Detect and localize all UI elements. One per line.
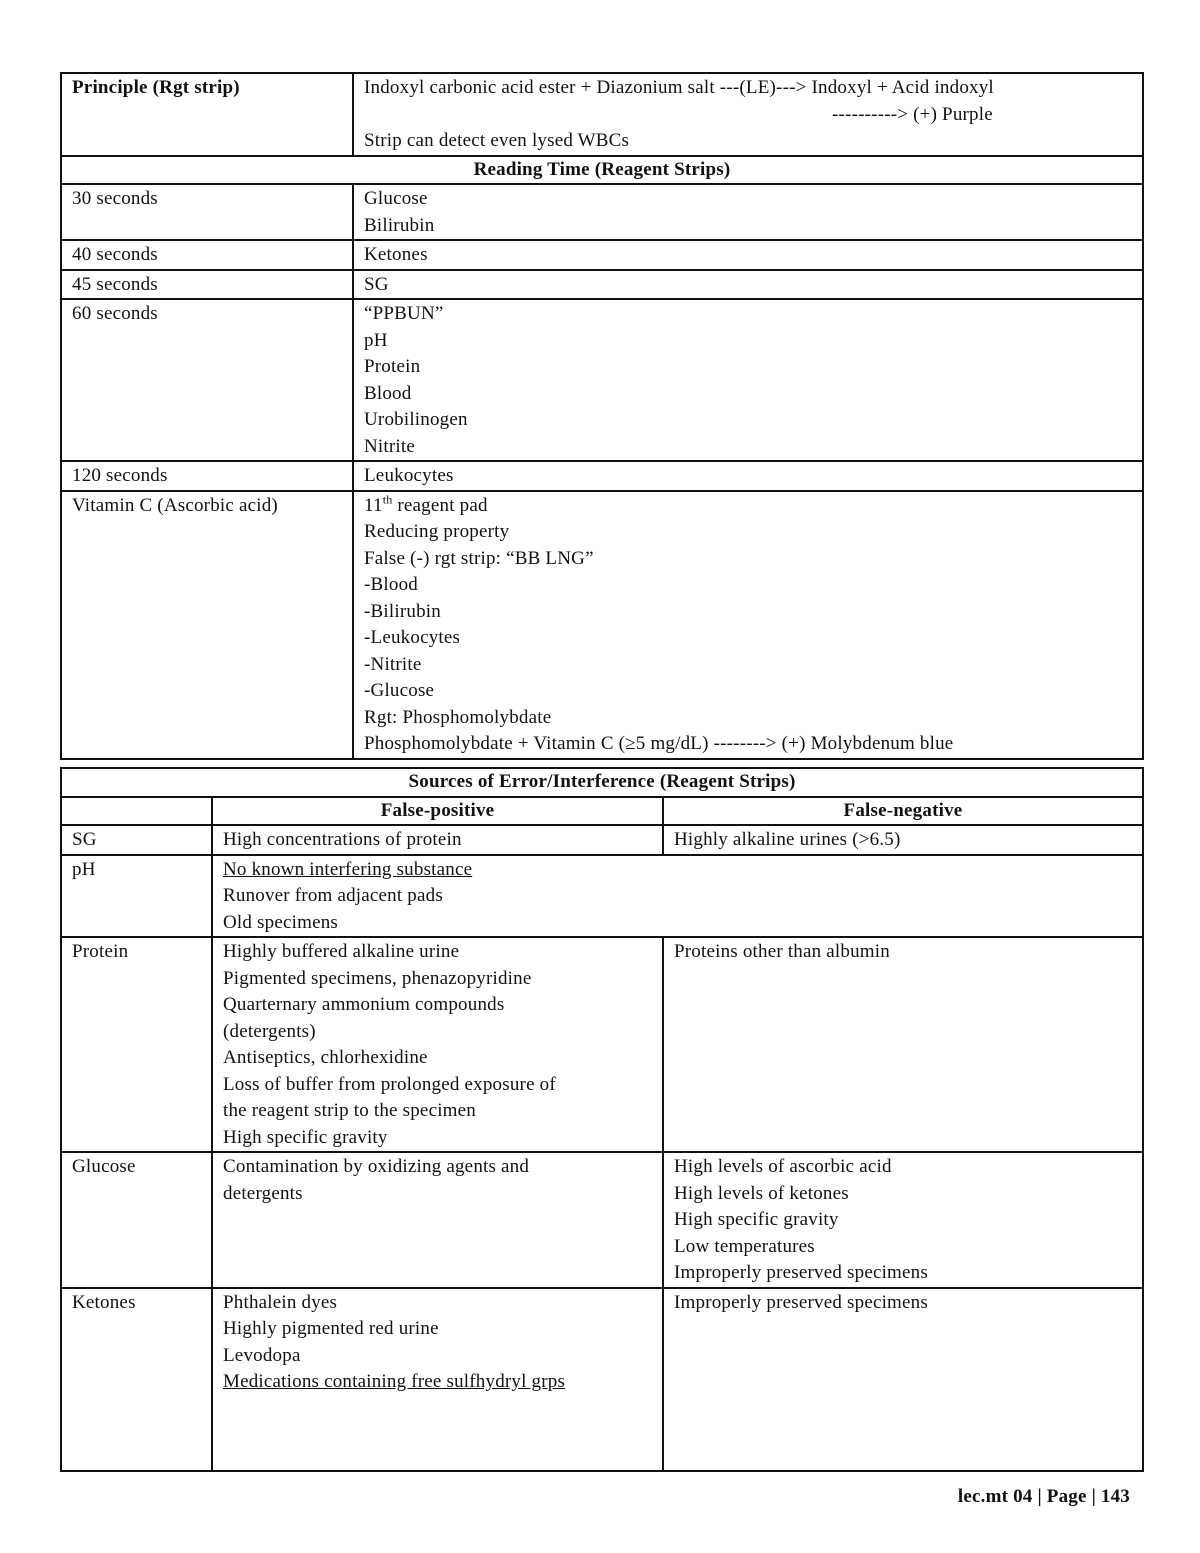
- principle-note: Strip can detect even lysed WBCs: [364, 130, 630, 151]
- items-cell: [353, 270, 1143, 300]
- false-negative-cell: Highly alkaline urines (>6.5): [663, 825, 1143, 855]
- list-item: Pigmented specimens, phenazopyridine: [223, 967, 532, 989]
- list-item: High specific gravity: [674, 1209, 839, 1230]
- list-item: Leukocytes: [364, 465, 454, 486]
- list-item: Low temperatures: [674, 1235, 815, 1257]
- blank-header-cell: [61, 797, 212, 826]
- items-cell: [353, 184, 1143, 240]
- list-item: Highly pigmented red urine: [223, 1318, 439, 1339]
- list-item: -Nitrite: [364, 653, 422, 675]
- vitamin-c-label: Vitamin C (Ascorbic acid): [61, 491, 353, 759]
- list-item: (detergents): [223, 1020, 316, 1042]
- list-item: Loss of buffer from prolonged exposure of: [223, 1073, 556, 1095]
- reading-time-header-row: [61, 156, 1143, 185]
- list-item: -Glucose: [364, 680, 435, 701]
- list-item: -Bilirubin: [364, 600, 441, 622]
- list-item: pH: [364, 329, 388, 351]
- false-negative-cell: [663, 1152, 1143, 1288]
- list-item: Improperly preserved specimens: [674, 1262, 928, 1283]
- false-negative-cell: [663, 1288, 1143, 1471]
- items-cell: [353, 461, 1143, 491]
- list-item: Old specimens: [223, 911, 338, 933]
- time-cell: 30 seconds: [61, 184, 353, 240]
- table-row: [61, 299, 1143, 461]
- reading-time-table: [60, 72, 1144, 760]
- list-item: Runover from adjacent pads: [223, 885, 443, 906]
- table-row: [61, 855, 1143, 938]
- analyte-cell: pH: [61, 855, 212, 938]
- table-row: [61, 270, 1143, 300]
- error-table-title: Sources of Error/Interference (Reagent Strips): [61, 768, 1143, 797]
- list-item: Proteins other than albumin: [674, 941, 890, 962]
- table-row: [61, 240, 1143, 270]
- list-item: Bilirubin: [364, 214, 435, 236]
- items-cell: [353, 299, 1143, 461]
- sources-of-error-table: [60, 767, 1144, 1472]
- error-title-row: [61, 768, 1143, 797]
- list-item: Ketones: [364, 244, 428, 265]
- list-item: Antiseptics, chlorhexidine: [223, 1047, 428, 1068]
- list-item: Levodopa: [223, 1344, 301, 1366]
- list-item: High levels of ketones: [674, 1182, 849, 1204]
- vitamin-c-row: [61, 491, 1143, 759]
- table-row: [61, 1288, 1143, 1471]
- table-row: [61, 461, 1143, 491]
- list-item: High levels of ascorbic acid: [674, 1156, 892, 1177]
- list-item: Medications containing free sulfhydryl grps: [223, 1371, 566, 1392]
- list-item: detergents: [223, 1182, 303, 1204]
- list-item: the reagent strip to the specimen: [223, 1100, 476, 1121]
- false-positive-cell: High concentrations of protein: [212, 825, 663, 855]
- time-cell: 45 seconds: [61, 270, 353, 300]
- error-header-row: [61, 797, 1143, 826]
- list-item: No known interfering substance: [223, 858, 473, 880]
- time-cell: 40 seconds: [61, 240, 353, 270]
- list-item: Protein: [364, 356, 421, 377]
- list-item: Urobilinogen: [364, 409, 468, 430]
- analyte-cell: Glucose: [61, 1152, 212, 1288]
- list-item: Highly buffered alkaline urine: [223, 941, 460, 962]
- list-item: False (-) rgt strip: “BB LNG”: [364, 547, 594, 569]
- list-item: Nitrite: [364, 435, 415, 457]
- table-row: [61, 184, 1143, 240]
- reagent-pad-line: [364, 493, 1133, 520]
- list-item: Contamination by oxidizing agents and: [223, 1156, 530, 1177]
- list-item: Glucose: [364, 188, 428, 209]
- pad-text: reagent pad: [392, 494, 488, 516]
- items-cell: [353, 240, 1143, 270]
- pad-ordinal: th: [382, 492, 393, 507]
- list-item: Phosphomolybdate + Vitamin C (≥5 mg/dL) --------> (+) Molybdenum blue: [364, 733, 954, 754]
- analyte-cell: Protein: [61, 937, 212, 1152]
- table-row: [61, 825, 1143, 855]
- principle-row: [61, 73, 1143, 156]
- table-row: [61, 937, 1143, 1152]
- list-item: Rgt: Phosphomolybdate: [364, 706, 552, 728]
- list-item: Reducing property: [364, 521, 510, 542]
- list-item: -Blood: [364, 574, 418, 595]
- false-negative-header: False-negative: [663, 797, 1143, 826]
- list-item: “PPBUN”: [364, 303, 444, 324]
- list-item: Phthalein dyes: [223, 1291, 338, 1313]
- list-item: -Leukocytes: [364, 627, 461, 648]
- analyte-cell: Ketones: [61, 1288, 212, 1471]
- page-footer: lec.mt 04 | Page | 143: [957, 1486, 1130, 1507]
- false-positive-cell: [212, 1288, 663, 1471]
- analyte-cell: SG: [61, 825, 212, 855]
- false-negative-cell: [663, 937, 1143, 1152]
- list-item: High specific gravity: [223, 1126, 388, 1148]
- principle-content: [353, 73, 1143, 156]
- list-item: Blood: [364, 382, 412, 404]
- reading-time-header: Reading Time (Reagent Strips): [61, 156, 1143, 185]
- vitamin-c-content: [353, 491, 1143, 759]
- table-row: [61, 1152, 1143, 1288]
- principle-label: Principle (Rgt strip): [61, 73, 353, 156]
- principle-reaction: Indoxyl carbonic acid ester + Diazonium salt ---(LE)---> Indoxyl + Acid indoxyl: [364, 77, 994, 98]
- pad-number: 11: [364, 494, 383, 516]
- list-item: SG: [364, 273, 389, 295]
- time-cell: 120 seconds: [61, 461, 353, 491]
- false-positive-header: False-positive: [212, 797, 663, 826]
- false-positive-cell: [212, 937, 663, 1152]
- list-item: Improperly preserved specimens: [674, 1291, 928, 1313]
- ph-notes-cell: [212, 855, 1143, 938]
- false-positive-cell: [212, 1152, 663, 1288]
- list-item: Quarternary ammonium compounds: [223, 994, 505, 1015]
- time-cell: 60 seconds: [61, 299, 353, 461]
- principle-result: ----------> (+) Purple: [832, 103, 993, 125]
